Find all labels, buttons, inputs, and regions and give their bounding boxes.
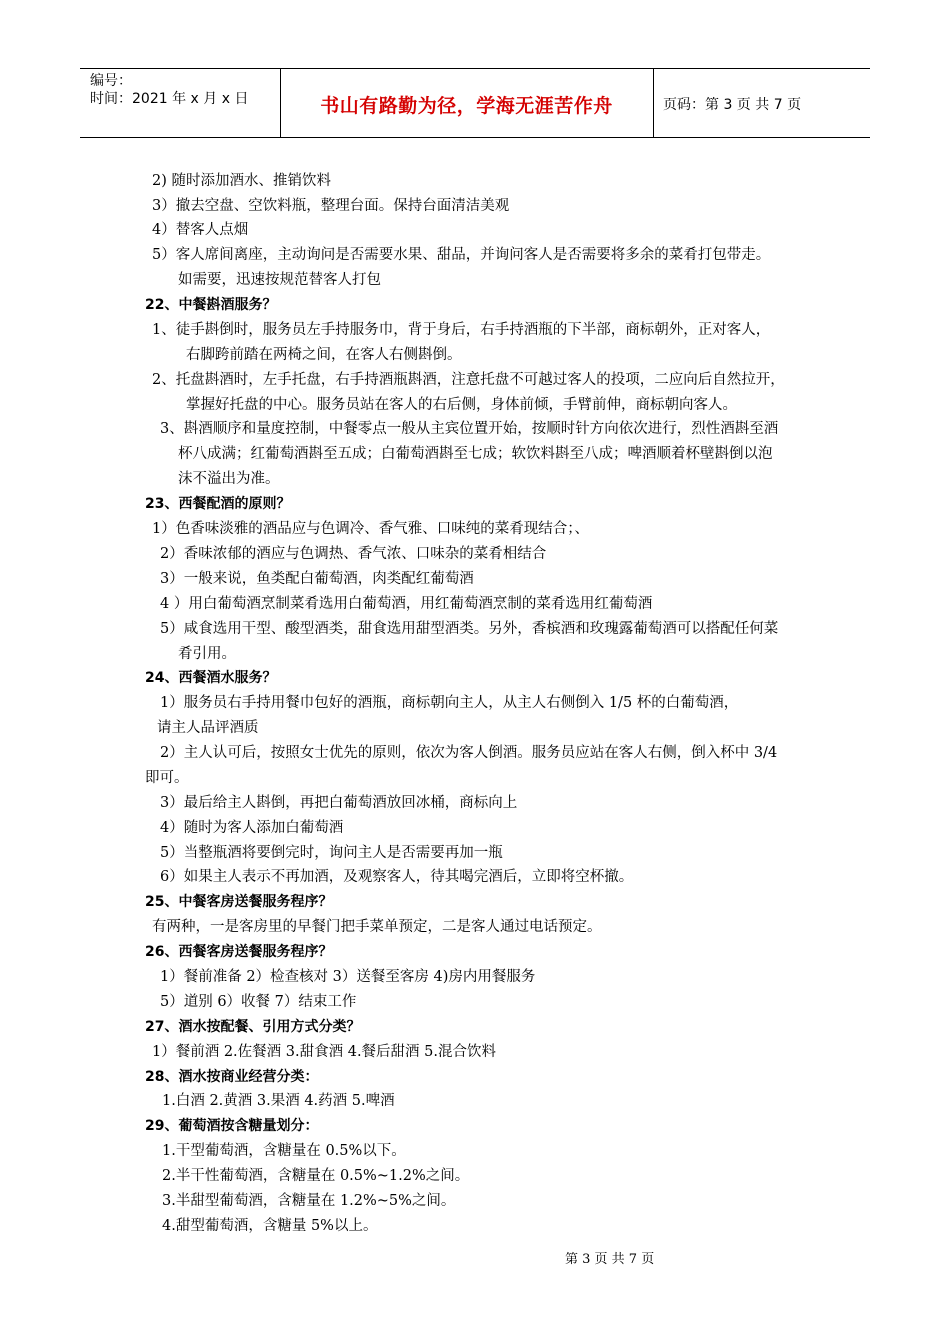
body-line: 1）色香味淡雅的酒品应与色调冷、香气雅、口味纯的菜肴现结合；、 <box>152 521 589 537</box>
header-motto: 书山有路勤为径，学海无涯苦作舟 <box>320 95 613 117</box>
body-line: 1.白酒 2.黄酒 3.果酒 4.药酒 5.啤酒 <box>162 1093 395 1109</box>
section-heading: 25、中餐客房送餐服务程序？ <box>145 894 333 910</box>
body-line: 5）道别 6）收餐 7）结束工作 <box>160 994 357 1010</box>
body-line: 2) 随时添加酒水、推销饮料 <box>152 173 331 189</box>
body-line: 3）撤去空盘、空饮料瓶，整理台面。保持台面清洁美观 <box>152 198 510 214</box>
body-line: 沫不溢出为准。 <box>178 471 280 487</box>
body-line: 4.甜型葡萄酒，含糖量 5%以上。 <box>162 1218 378 1234</box>
body-line: 掌握好托盘的中心。服务员站在客人的右后侧，身体前倾，手臂前伸，商标朝向客人。 <box>186 397 737 413</box>
page-footer: 第 3 页 共 7 页 <box>565 1252 655 1267</box>
body-line: 3）一般来说，鱼类配白葡萄酒，肉类配红葡萄酒 <box>160 571 474 587</box>
section-heading: 29、葡萄酒按含糖量划分： <box>145 1118 319 1134</box>
body-line: 即可。 <box>145 770 189 786</box>
body-line: 2、托盘斟酒时，左手托盘，右手持酒瓶斟酒，注意托盘不可越过客人的投项，二应向后自然拉开， <box>152 372 785 388</box>
body-line: 6）如果主人表示不再加酒，及观察客人，待其喝完酒后，立即将空杯撤。 <box>160 869 634 885</box>
doc-number-label: 编号： <box>90 73 132 89</box>
body-line: 1）餐前准备 2）检查核对 3）送餐至客房 4)房内用餐服务 <box>160 969 536 985</box>
body-line: 1）服务员右手持用餐巾包好的酒瓶，商标朝向主人，从主人右侧倒入 1/5 杯的白葡萄酒， <box>160 695 739 711</box>
body-line: 1.干型葡萄酒，含糖量在 0.5%以下。 <box>162 1143 406 1159</box>
body-line: 5）客人席间离座，主动询问是否需要水果、甜品，并询问客人是否需要将多余的菜肴打包带走。 <box>152 247 771 263</box>
body-line: 5）当整瓶酒将要倒完时，询问主人是否需要再加一瓶 <box>160 845 503 861</box>
body-line: 如需要，迅速按规范替客人打包 <box>178 272 381 288</box>
section-heading: 27、酒水按配餐、引用方式分类？ <box>145 1019 361 1035</box>
body-line: 5）咸食选用干型、酸型酒类，甜食选用甜型酒类。另外，香槟酒和玫瑰露葡萄酒可以搭配任何菜 <box>160 621 779 637</box>
section-heading: 28、酒水按商业经营分类： <box>145 1069 319 1085</box>
doc-time-label: 时间：2021 年 x 月 x 日 <box>90 91 249 107</box>
body-line: 右脚跨前踏在两椅之间，在客人右侧斟倒。 <box>186 347 462 363</box>
header-page-info: 页码：第 3 页 共 7 页 <box>663 97 802 113</box>
body-line: 4）随时为客人添加白葡萄酒 <box>160 820 344 836</box>
body-line: 1、徒手斟倒时，服务员左手持服务巾，背于身后，右手持酒瓶的下半部，商标朝外，正对客人， <box>152 322 771 338</box>
body-line: 4）替客人点烟 <box>152 222 249 238</box>
body-line: 2）主人认可后，按照女士优先的原则，依次为客人倒酒。服务员应站在客人右侧，倒入杯中 3/4 <box>160 745 778 761</box>
body-line: 2.半干性葡萄酒，含糖量在 0.5%~1.2%之间。 <box>162 1168 470 1184</box>
body-line: 4 ）用白葡萄酒烹制菜肴选用白葡萄酒，用红葡萄酒烹制的菜肴选用红葡萄酒 <box>160 596 653 612</box>
body-line: 杯八成满；红葡萄酒斟至五成；白葡萄酒斟至七成；软饮料斟至八成；啤酒顺着杯壁斟倒以泡 <box>178 446 773 462</box>
body-line: 2）香味浓郁的酒应与色调热、香气浓、口味杂的菜肴相结合 <box>160 546 547 562</box>
body-line: 1）餐前酒 2.佐餐酒 3.甜食酒 4.餐后甜酒 5.混合饮料 <box>152 1044 496 1060</box>
section-heading: 23、西餐配酒的原则？ <box>145 496 291 512</box>
body-line: 3.半甜型葡萄酒，含糖量在 1.2%~5%之间。 <box>162 1193 456 1209</box>
body-line: 3、斟酒顺序和量度控制，中餐零点一般从主宾位置开始，按顺时针方向依次进行，烈性酒斟至酒 <box>160 421 779 437</box>
body-line: 3）最后给主人斟倒，再把白葡萄酒放回冰桶，商标向上 <box>160 795 518 811</box>
body-line: 肴引用。 <box>178 646 236 662</box>
body-line: 有两种，一是客房里的早餐门把手菜单预定，二是客人通过电话预定。 <box>152 919 602 935</box>
section-heading: 26、西餐客房送餐服务程序？ <box>145 944 333 960</box>
section-heading: 24、西餐酒水服务？ <box>145 670 277 686</box>
section-heading: 22、中餐斟酒服务？ <box>145 297 277 313</box>
body-line: 请主人品评酒质 <box>157 720 259 736</box>
